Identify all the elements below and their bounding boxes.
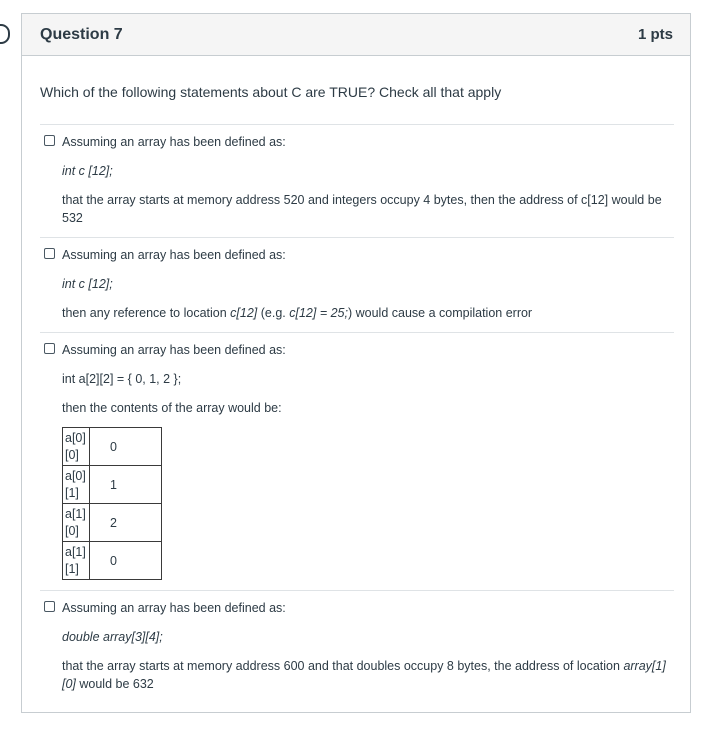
answer-list: [40, 124, 674, 703]
table-cell-index: a[1][1]: [63, 542, 90, 580]
answer-text-ref1: c[12]: [230, 306, 258, 320]
table-row: [63, 466, 162, 504]
answer-checkbox-2[interactable]: [44, 248, 55, 259]
answer-option-2[interactable]: [40, 237, 674, 332]
question-card: [21, 13, 691, 713]
table-cell-value: 0: [90, 428, 162, 466]
question-points: 1 pts: [637, 26, 673, 43]
answer-body-1: [62, 133, 674, 227]
answer-checkbox-1[interactable]: [44, 135, 55, 146]
answer-code: int a[2][2] = { 0, 1, 2 };: [62, 372, 182, 386]
table-cell-value: 1: [90, 466, 162, 504]
answer-code: int c [12];: [62, 164, 113, 178]
answer-text: that the array starts at memory address 520 and integers occupy 4 bytes, then the address of c[12] would be 532: [62, 193, 662, 225]
answer-intro: Assuming an array has been defined as:: [62, 343, 286, 357]
answer-intro: Assuming an array has been defined as:: [62, 601, 286, 615]
table-cell-index: a[0][0]: [63, 428, 90, 466]
question-marker-icon: [0, 24, 10, 44]
answer-body-4: [62, 599, 674, 693]
answer-body-2: [62, 246, 532, 322]
answer-text-ref: array[1][0]: [62, 659, 666, 691]
answer-text: then the contents of the array would be:: [62, 401, 282, 415]
answer-text: [62, 304, 532, 322]
answer-intro: Assuming an array has been defined as:: [62, 248, 286, 262]
array-contents-table: [62, 427, 162, 580]
table-cell-index: a[0][1]: [63, 466, 90, 504]
question-header: [22, 14, 690, 56]
answer-text-mid: (e.g.: [257, 306, 290, 320]
answer-body-3: [62, 341, 286, 580]
answer-checkbox-4[interactable]: [44, 601, 55, 612]
answer-text: [62, 657, 674, 693]
answer-option-4[interactable]: [40, 590, 674, 703]
table-cell-value: 0: [90, 542, 162, 580]
question-title: Question 7: [40, 25, 123, 43]
answer-text-post: ) would cause a compilation error: [347, 306, 533, 320]
answer-option-1[interactable]: [40, 124, 674, 237]
answer-text-ref2: c[12] = 25;: [289, 306, 348, 320]
table-cell-value: 2: [90, 504, 162, 542]
answer-text-post: would be 632: [75, 677, 154, 691]
answer-text-pre: that the array starts at memory address 600 and that doubles occupy 8 bytes, the address of location: [62, 659, 624, 673]
table-row: [63, 428, 162, 466]
table-row: [63, 542, 162, 580]
answer-code: int c [12];: [62, 277, 113, 291]
answer-code: double array[3][4];: [62, 630, 163, 644]
answer-intro: Assuming an array has been defined as:: [62, 135, 286, 149]
table-row: [63, 504, 162, 542]
answer-text-pre: then any reference to location: [62, 306, 231, 320]
table-cell-index: a[1][0]: [63, 504, 90, 542]
answer-checkbox-3[interactable]: [44, 343, 55, 354]
answer-option-3[interactable]: [40, 332, 674, 590]
question-prompt: Which of the following statements about C are TRUE? Check all that apply: [40, 84, 502, 100]
